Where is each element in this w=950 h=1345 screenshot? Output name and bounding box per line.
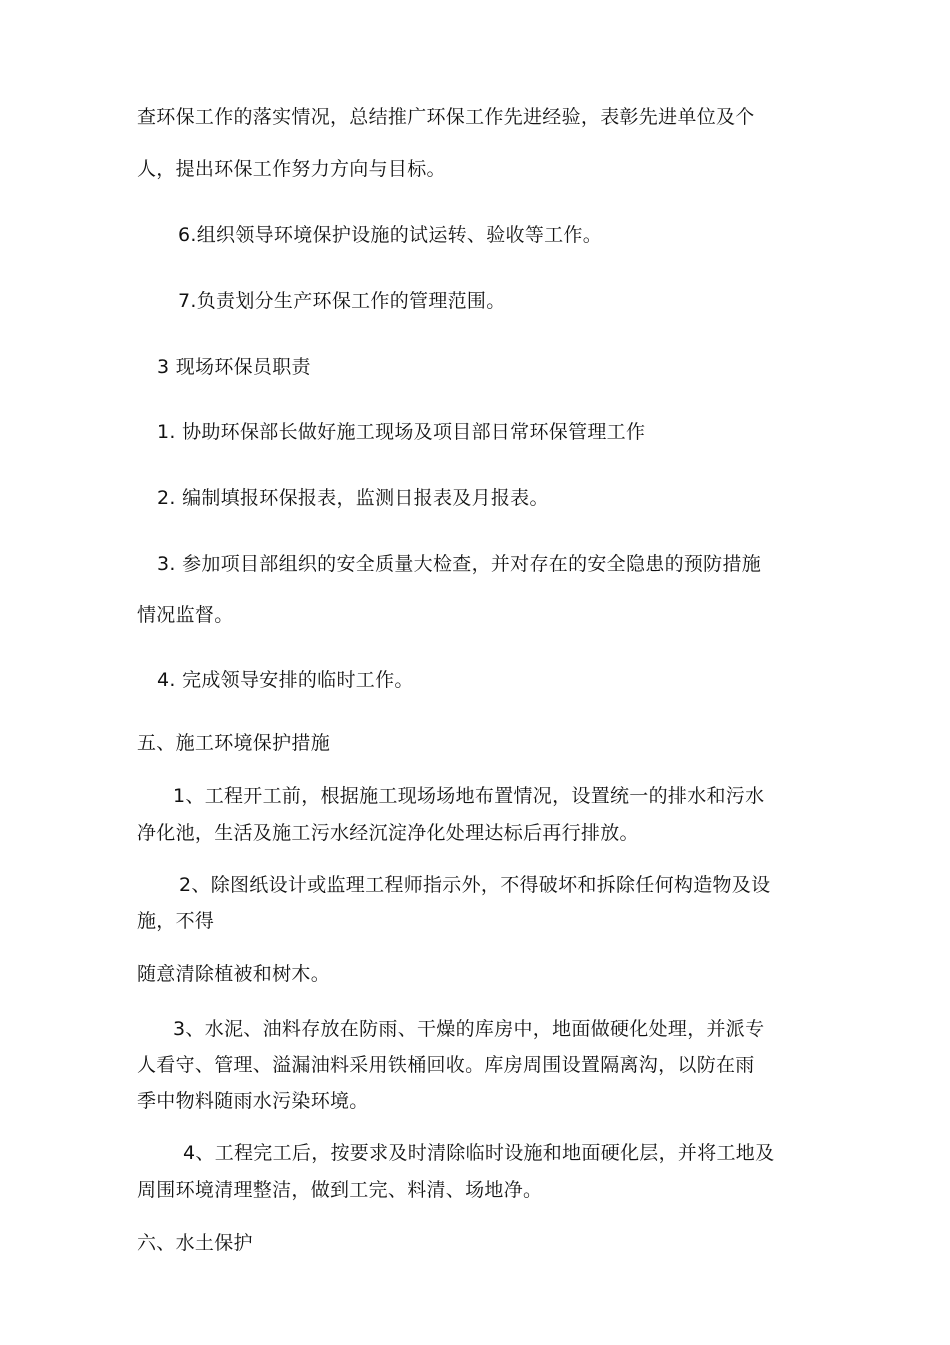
text-line-13: 净化池，生活及施工污水经沉淀净化处理达标后再行排放。 <box>137 822 639 844</box>
text-line-14: 2、除图纸设计或监理工程师指示外，不得破坏和拆除任何构造物及设 <box>179 874 771 896</box>
text-line-4: 7.负责划分生产环保工作的管理范围。 <box>178 290 506 312</box>
text-line-7: 2. 编制填报环保报表，监测日报表及月报表。 <box>157 487 549 509</box>
text-line-17: 3、水泥、油料存放在防雨、干燥的库房中，地面做硬化处理，并派专 <box>173 1018 765 1040</box>
text-line-19: 季中物料随雨水污染环境。 <box>137 1090 369 1112</box>
text-line-20: 4、工程完工后，按要求及时清除临时设施和地面硬化层，并将工地及 <box>183 1142 775 1164</box>
text-line-18: 人看守、管理、溢漏油料采用铁桶回收。库房周围设置隔离沟，以防在雨 <box>137 1054 755 1076</box>
text-line-9: 情况监督。 <box>137 604 234 626</box>
section-heading-6: 六、水土保护 <box>137 1232 253 1254</box>
text-line-3: 6.组织领导环境保护设施的试运转、验收等工作。 <box>178 224 603 246</box>
text-line-6: 1. 协助环保部长做好施工现场及项目部日常环保管理工作 <box>157 421 646 443</box>
text-line-12: 1、工程开工前，根据施工现场场地布置情况，设置统一的排水和污水 <box>173 785 765 807</box>
text-line-21: 周围环境清理整洁，做到工完、料清、场地净。 <box>137 1179 543 1201</box>
text-line-8: 3. 参加项目部组织的安全质量大检查，并对存在的安全隐患的预防措施 <box>157 553 762 575</box>
section-heading-5: 五、施工环境保护措施 <box>137 732 331 754</box>
text-line-10: 4. 完成领导安排的临时工作。 <box>157 669 414 691</box>
text-line-1: 查环保工作的落实情况，总结推广环保工作先进经验，表彰先进单位及个 <box>137 106 755 128</box>
text-line-15: 施，不得 <box>137 910 215 932</box>
section-heading-3: 3 现场环保员职责 <box>157 356 311 378</box>
text-line-16: 随意清除植被和树木。 <box>137 963 331 985</box>
text-line-2: 人，提出环保工作努力方向与目标。 <box>137 158 446 180</box>
